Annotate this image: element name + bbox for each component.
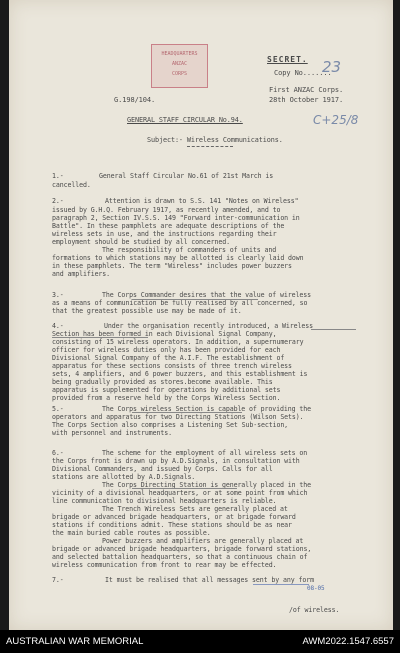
para-6-line: Power buzzers and amplifiers are generally placed at <box>102 537 304 545</box>
para-2-line: Battle". In these pamphlets are adequate descriptions of the <box>52 222 285 230</box>
footer-institution: AUSTRALIAN WAR MEMORIAL <box>6 636 144 647</box>
secret-heading: SECRET. <box>267 55 308 64</box>
para-6-line: wireless communication from front to rear may be effected. <box>52 561 277 569</box>
subject-line: Subject:- Wireless Communications. <box>147 136 283 144</box>
archive-footer <box>0 630 400 653</box>
para-2-line: The responsibility of commanders of units and <box>102 246 277 254</box>
para-4-line: Under the organisation recently introduced, a Wireless <box>104 322 313 330</box>
para-5-line: The Corps Section also comprises a Listening Set Sub-section, <box>52 421 289 429</box>
para-1-line: cancelled. <box>52 181 91 189</box>
stamp-line-1: HEADQUARTERS <box>161 51 198 57</box>
para-6-line: stations are allotted by A.D.Signals. <box>52 473 196 481</box>
para-4-line: being gradually provided as stores.become available. This <box>52 378 273 386</box>
para-2-line: Attention is drawn to S.S. 141 "Notes on Wireless" <box>105 197 299 205</box>
para-1-line: General Staff Circular No.61 of 21st March is <box>99 172 274 180</box>
para-2-line: paragraph 2, Section IV.S.S. 149 "Forward inter-communication in <box>52 214 300 222</box>
page-mark: 08-05 <box>307 585 325 592</box>
para-5-number: 5.- <box>52 405 64 413</box>
para-6-line: The Corps Directing Station is generally placed in the <box>102 481 311 489</box>
para-4-line: Divisional Signal Company of the A.I.F. The establishment of <box>52 354 285 362</box>
para-6-line: brigade or advanced brigade headquarters, brigade forward stations, <box>52 545 312 553</box>
para-6-line: The Trench Wireless Sets are generally placed at <box>102 505 288 513</box>
para-6-line: and selected battalion headquarters, so that a continuous chain of <box>52 553 308 561</box>
para-2-line: issued by G.H.Q. February 1917, as recently amended, and to <box>52 206 281 214</box>
document-page <box>9 0 393 630</box>
para-2-line: employment should be studied by all concerned. <box>52 238 231 246</box>
para-6-line: stations if conditions admit. These stations should be as near <box>52 521 292 529</box>
para-2-line: and amplifiers. <box>52 270 111 278</box>
formation-name: First ANZAC Corps. <box>269 86 344 94</box>
stamp-line-3: CORPS <box>171 71 188 77</box>
copy-number: 23 <box>322 58 342 76</box>
footer-accession-number: AWM2022.1547.6557 <box>302 636 394 647</box>
para-7-number: 7.- <box>52 576 64 584</box>
page-continuation: /of wireless. <box>289 606 340 614</box>
stamp-line-2: ANZAC <box>171 61 188 67</box>
handwritten-reference: C+25/8 <box>313 113 359 127</box>
para-3-line: as a means of communication be fully realised by all concerned, so <box>52 299 308 307</box>
para-2-line: in these pamphlets. The term "Wireless" includes power buzzers <box>52 262 292 270</box>
para-4-number: 4.- <box>52 322 64 330</box>
para-3-line: that the greatest possible use may be made of it. <box>52 307 242 315</box>
para-2-line: formations to which stations may be allotted is clearly laid down <box>52 254 304 262</box>
para-2-number: 2.- <box>52 197 64 205</box>
para-5-line: operators and apparatus for two Directing Stations (Wilson Sets). <box>52 413 304 421</box>
para-6-line: the Corps front is drawn up by A.D.Signals, in consultation with <box>52 457 300 465</box>
para-6-line: brigade or advanced brigade headquarters, or at brigade forward <box>52 513 296 521</box>
para-3-line: The Corps Commander desires that the value of wireless <box>102 291 311 299</box>
subject-underline <box>187 146 233 147</box>
reference-number: G.198/104. <box>114 96 156 104</box>
para-5-line: The Corps wireless Section is capable of providing the <box>102 405 311 413</box>
para-6-number: 6.- <box>52 449 64 457</box>
underline-mark <box>132 488 237 489</box>
underline-mark <box>132 299 258 300</box>
para-4-line: provided from a reserve held by the Corps Wireless Section. <box>52 394 281 402</box>
document-date: 28th October 1917. <box>269 96 344 104</box>
underline-mark <box>132 412 242 413</box>
circular-title: GENERAL STAFF CIRCULAR No.94. <box>127 116 243 124</box>
para-4-line: consisting of 15 wireless operators. In addition, a supernumerary <box>52 338 304 346</box>
para-4-line: apparatus for these sections consists of three trench wireless <box>52 362 292 370</box>
underline-mark <box>52 337 148 338</box>
para-3-number: 3.- <box>52 291 64 299</box>
para-6-line: line communication to divisional headquarters is reliable. <box>52 497 277 505</box>
para-6-line: The scheme for the employment of all wireless sets on <box>102 449 308 457</box>
para-5-line: with personnel and instruments. <box>52 429 172 437</box>
headquarters-stamp <box>151 44 208 88</box>
para-7-line: It must be realised that all messages sent by any form <box>105 576 314 584</box>
para-6-line: Divisional Commanders, and issued by Corps. Calls for all <box>52 465 273 473</box>
para-1-number: 1.- <box>52 172 64 180</box>
para-4-line: sets, 4 amplifiers, and 6 power buzzers, and this establishment is <box>52 370 308 378</box>
para-2-line: wireless sets in use, and the instructions regarding their <box>52 230 277 238</box>
para-6-line: the main buried cable routes as possible. <box>52 529 211 537</box>
para-6-line: vicinity of a divisional headquarters, or at some point from which <box>52 489 308 497</box>
underline-mark <box>253 584 309 585</box>
copy-label: Copy No....... <box>274 69 332 77</box>
underline-mark <box>311 329 356 330</box>
para-4-line: officer for wireless duties only has been provided for each <box>52 346 281 354</box>
para-4-line: apparatus is supplemented for operations by additional sets <box>52 386 281 394</box>
para-4-line: Section has been formed in each Divisional Signal Company, <box>52 330 277 338</box>
